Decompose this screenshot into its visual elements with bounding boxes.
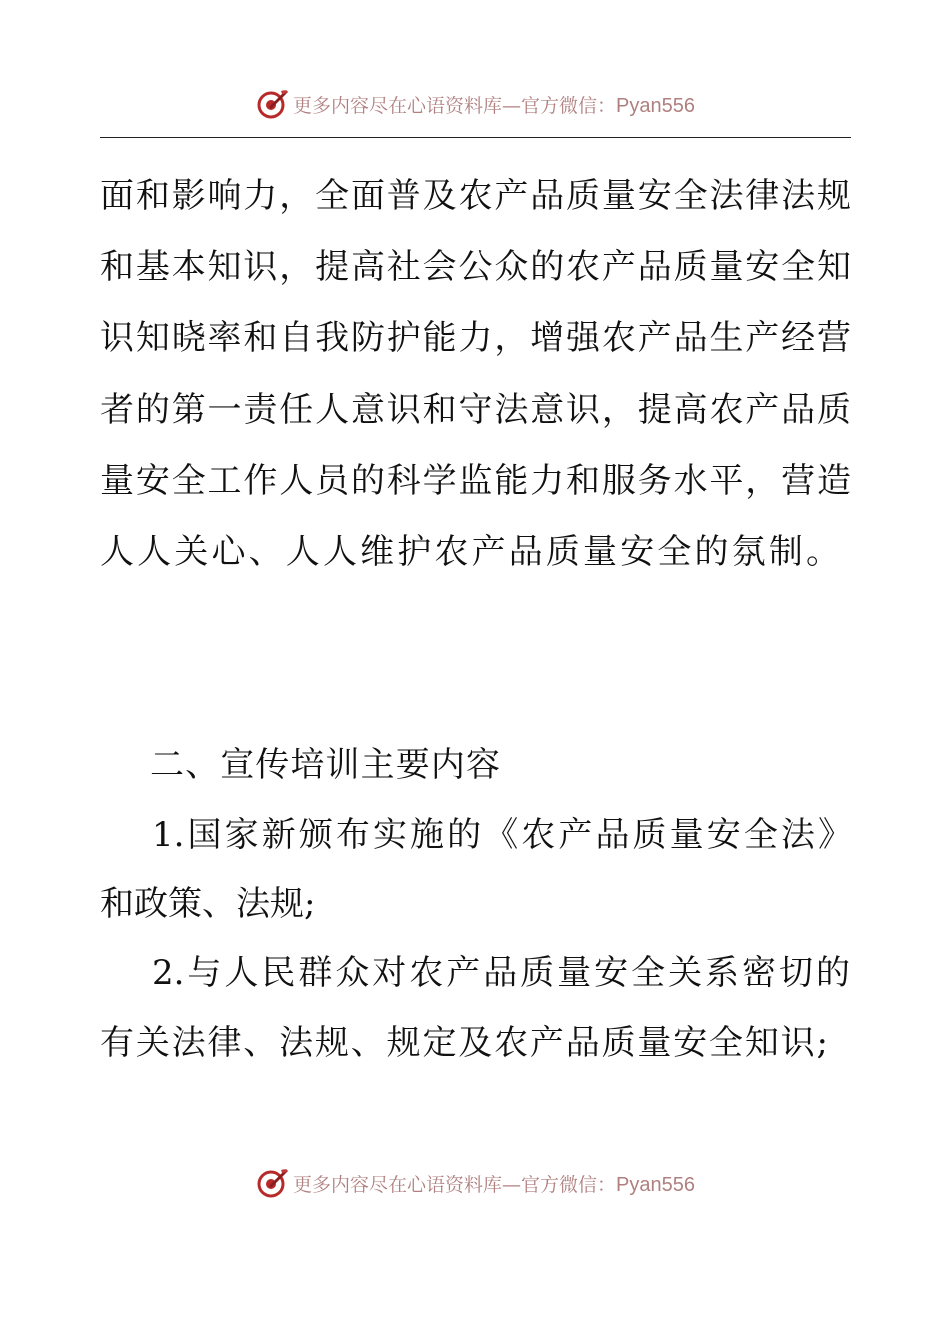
paragraph-line-6: 人人关心、人人维护农产品质量安全的氛制。 — [100, 532, 840, 572]
paragraph-line-1: 面和影响力，全面普及农产品质量安全法律法规 — [100, 176, 851, 216]
section-heading: 二、宣传培训主要内容 — [150, 745, 500, 785]
banner-wechat-id: Pyan556 — [616, 94, 695, 117]
footer-banner-text — [293, 1170, 695, 1197]
footer-banner — [0, 1163, 950, 1203]
footer-banner-text-cn: 更多内容尽在心语资料库—官方微信： — [293, 1173, 617, 1196]
header-banner — [0, 84, 950, 124]
header-divider — [100, 137, 851, 138]
list-item-2-line-1: 2.与人民群众对农产品质量安全关系密切的 — [152, 953, 850, 993]
paragraph-line-3: 识知晓率和自我防护能力，增强农产品生产经营 — [100, 318, 851, 358]
paragraph-line-5: 量安全工作人员的科学监能力和服务水平，营造 — [100, 461, 851, 501]
list-item-1-line-1: 1.国家新颁布实施的《农产品质量安全法》 — [152, 815, 852, 855]
banner-text-cn: 更多内容尽在心语资料库—官方微信： — [293, 94, 617, 117]
paragraph-line-4: 者的第一责任人意识和守法意识，提高农产品质 — [100, 390, 851, 430]
list-item-1-line-2: 和政策、法规; — [100, 884, 316, 924]
footer-banner-wechat-id: Pyan556 — [616, 1173, 695, 1196]
paragraph-line-2: 和基本知识，提高社会公众的农产品质量安全知 — [100, 247, 851, 287]
banner-text — [293, 91, 695, 118]
quill-pen-logo-icon — [255, 1166, 289, 1200]
list-item-2-line-2: 有关法律、法规、规定及农产品质量安全知识; — [100, 1023, 828, 1063]
quill-pen-logo-icon — [255, 87, 289, 121]
